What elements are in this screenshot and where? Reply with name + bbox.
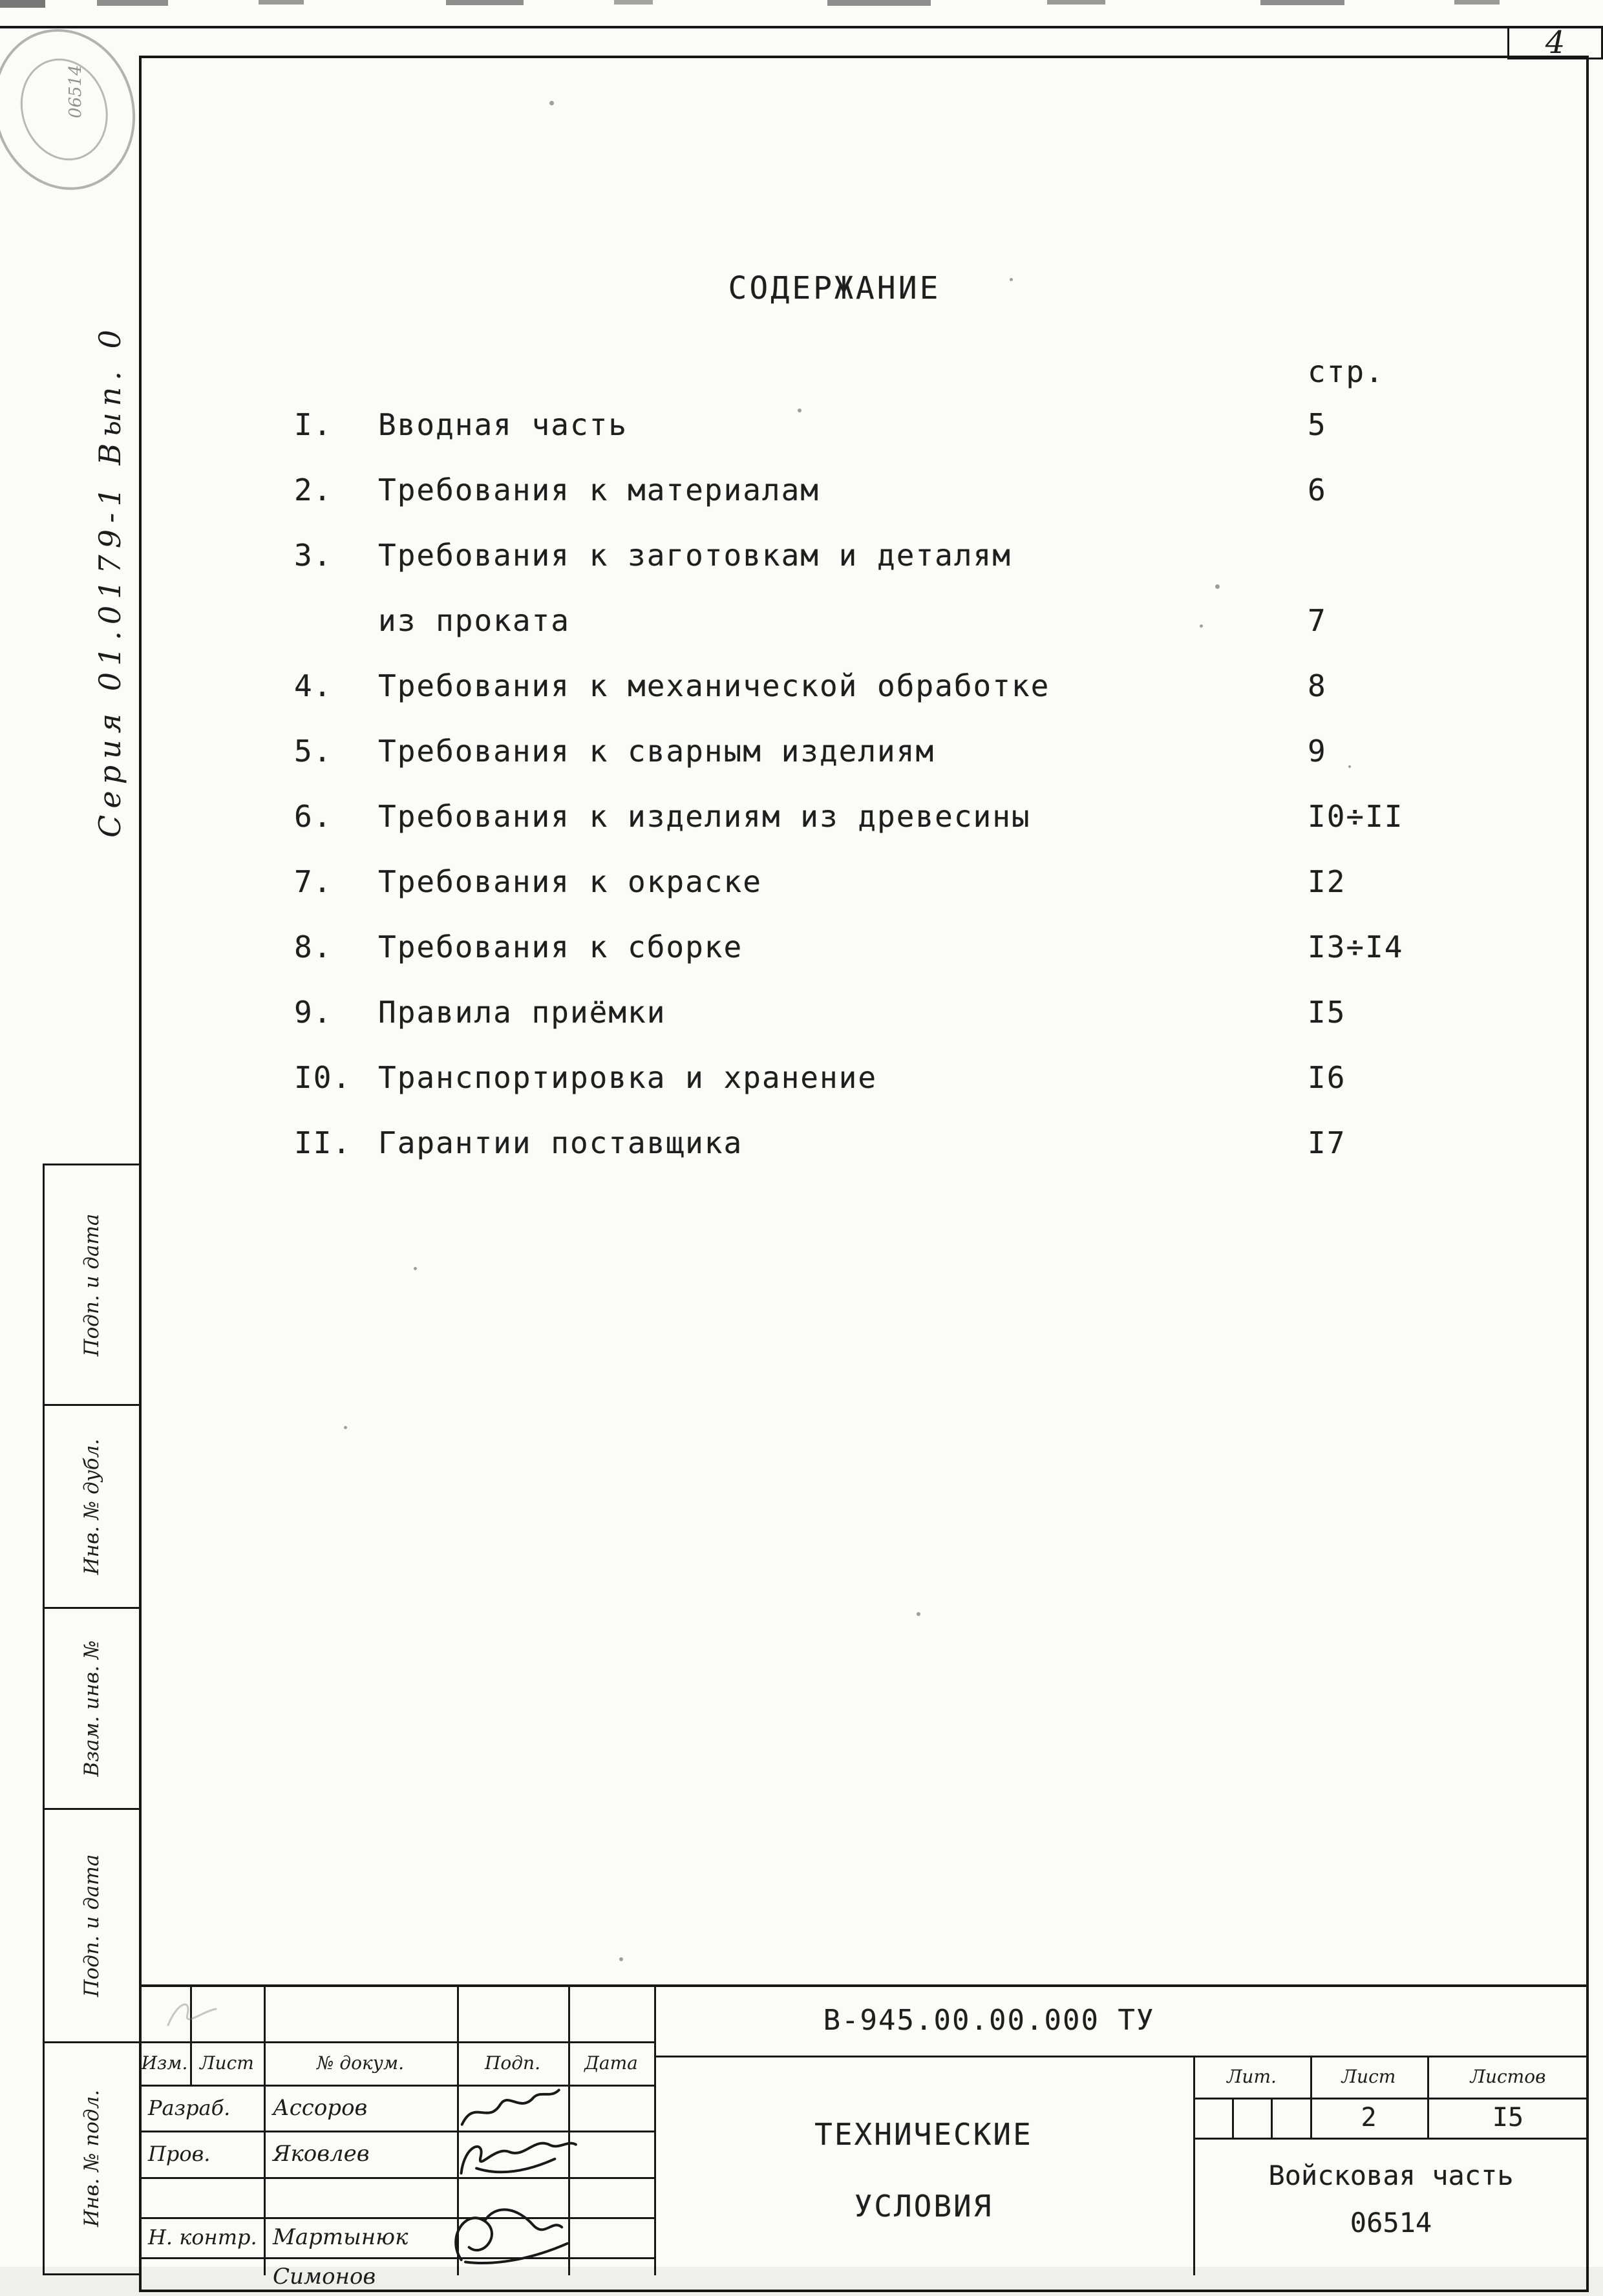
role-name: Мартынюк	[273, 2224, 409, 2250]
toc-item-label: Требования к заготовкам и деталям	[378, 538, 1012, 573]
margin-cell	[43, 1808, 141, 2043]
toc-item-number: 9.	[294, 995, 333, 1030]
toc-item-label: Транспортировка и хранение	[378, 1060, 878, 1095]
scan-dot	[1215, 584, 1220, 589]
margin-cell	[43, 1164, 141, 1406]
toc-item-page: I3÷I4	[1308, 930, 1404, 964]
sheet-number-box	[1507, 26, 1603, 59]
toc-item-page: 5	[1308, 407, 1327, 442]
toc-item-number: I0.	[294, 1060, 352, 1095]
margin-cell	[43, 1607, 141, 1810]
margin-cell-label: Инв. № подл.	[80, 2089, 103, 2227]
scan-dot	[798, 409, 802, 412]
top-rule	[0, 26, 1603, 28]
toc-item-page: I0÷II	[1308, 799, 1404, 834]
margin-cell-label: Подп. и дата	[80, 1854, 103, 1997]
series-label: Серия 01.0179-1 Вып. 0	[92, 323, 127, 838]
toc-item-label: Требования к механической обработке	[378, 668, 1050, 703]
toc-item	[294, 784, 1451, 849]
grid-line	[1193, 2138, 1589, 2140]
sheet-number: 4	[1545, 25, 1566, 61]
toc-item-page	[1308, 523, 1450, 588]
toc-item-page: I2	[1308, 864, 1346, 899]
role-name: Симонов	[273, 2264, 376, 2290]
grid-line	[1271, 2098, 1273, 2138]
toc-item-page: 6	[1308, 473, 1327, 507]
scan-dot	[917, 1612, 920, 1616]
titleblock-col-izm: Изм.	[141, 2052, 188, 2074]
org-name-line1: Войсковая часть	[1268, 2159, 1514, 2191]
sheet-header: Лист	[1341, 2066, 1396, 2087]
scan-dot	[414, 1267, 417, 1270]
pencil-mark	[162, 1990, 223, 2035]
toc-item-number: 7.	[294, 864, 333, 899]
toc-item-label: Требования к изделиям из древесины	[378, 799, 1031, 834]
toc-item-label: Требования к окраске	[378, 864, 762, 899]
toc-item-number: I.	[294, 407, 333, 442]
toc-item-number: 4.	[294, 668, 333, 703]
toc-item-label: Требования к сборке	[378, 930, 743, 964]
toc-item-label: Требования к сварным изделиям	[378, 734, 935, 769]
toc-item-label: Правила приёмки	[378, 995, 666, 1030]
scan-dot	[1348, 765, 1351, 768]
toc-item	[294, 523, 1451, 654]
toc-item-page: I7	[1308, 1125, 1346, 1160]
toc-item-number: 2.	[294, 473, 333, 507]
margin-cell	[43, 1404, 141, 1609]
toc-item-page: 9	[1308, 734, 1327, 769]
toc-item	[294, 1045, 1451, 1111]
margin-cell-label: Подп. и дата	[80, 1213, 103, 1356]
signature	[451, 2127, 584, 2187]
scan-edge-artifact	[827, 0, 931, 6]
toc-item	[294, 392, 1451, 458]
sheets-header: Листов	[1470, 2066, 1546, 2087]
toc-item-number: 6.	[294, 799, 333, 834]
role-name: Ассоров	[273, 2094, 368, 2121]
toc-item-label: Вводная часть	[378, 407, 628, 442]
toc-item-page: 7	[1308, 603, 1327, 638]
toc-item-label: Требования к материалам	[378, 473, 820, 507]
toc-item-page: I6	[1308, 1060, 1346, 1095]
toc-item	[294, 458, 1451, 523]
margin-cell-label: Инв. № дубл.	[80, 1438, 103, 1575]
grid-line	[1232, 2098, 1234, 2138]
margin-cell-label: Взам. инв. №	[80, 1640, 103, 1777]
scan-dot	[619, 1957, 623, 1961]
toc-page-header: стр.	[1308, 354, 1385, 389]
scan-edge-artifact	[614, 0, 653, 5]
toc-item	[294, 719, 1451, 784]
sheet-value: 2	[1361, 2103, 1377, 2132]
toc-item-label-continued: из проката	[378, 603, 570, 638]
toc-list	[294, 392, 1451, 1176]
doc-title-line1: ТЕХНИЧЕСКИЕ	[814, 2117, 1033, 2152]
scan-edge-artifact	[259, 0, 304, 5]
toc-item-number: II.	[294, 1125, 352, 1160]
toc-item	[294, 654, 1451, 719]
sheets-value: I5	[1492, 2103, 1524, 2132]
role-label: Пров.	[148, 2142, 211, 2166]
toc-item-number: 8.	[294, 930, 333, 964]
doc-title-line2: УСЛОВИЯ	[854, 2189, 993, 2224]
toc-item-label: Гарантии поставщика	[378, 1125, 743, 1160]
scan-edge-artifact	[0, 0, 45, 8]
toc-item	[294, 980, 1451, 1045]
titleblock-col-data: Дата	[584, 2052, 638, 2074]
toc-item-page: I5	[1308, 995, 1346, 1030]
toc-item-number: 3.	[294, 538, 333, 573]
titleblock-col-list: Лист	[200, 2052, 254, 2074]
doc-number: В-945.00.00.000 ТУ	[823, 2003, 1155, 2037]
margin-cell	[43, 2041, 141, 2275]
scan-dot	[549, 101, 554, 105]
scan-edge-artifact	[1260, 0, 1344, 5]
toc-item-number: 5.	[294, 734, 333, 769]
toc-item	[294, 915, 1451, 980]
toc-item	[294, 1111, 1451, 1176]
signature	[440, 2186, 579, 2272]
scan-edge-artifact	[446, 0, 524, 5]
scan-dot	[1010, 278, 1013, 281]
titleblock-col-dokum: № докум.	[316, 2052, 405, 2074]
toc-item	[294, 849, 1451, 915]
stamp-number: 06514	[65, 65, 85, 118]
org-name-line2: 06514	[1350, 2206, 1432, 2238]
toc-item-page: 8	[1308, 668, 1327, 703]
role-label	[139, 2257, 264, 2296]
scan-dot	[1200, 624, 1203, 628]
role-label: Н. контр.	[148, 2225, 257, 2249]
role-label: Разраб.	[148, 2095, 231, 2120]
scan-edge-artifact	[1047, 0, 1105, 5]
lit-header: Лит.	[1227, 2066, 1277, 2087]
role-name: Яковлев	[273, 2141, 370, 2167]
scan-dot	[344, 1426, 347, 1429]
toc-title: СОДЕРЖАНИЕ	[728, 270, 941, 306]
titleblock-col-podp: Подп.	[485, 2052, 540, 2074]
scan-edge-artifact	[1454, 0, 1500, 5]
